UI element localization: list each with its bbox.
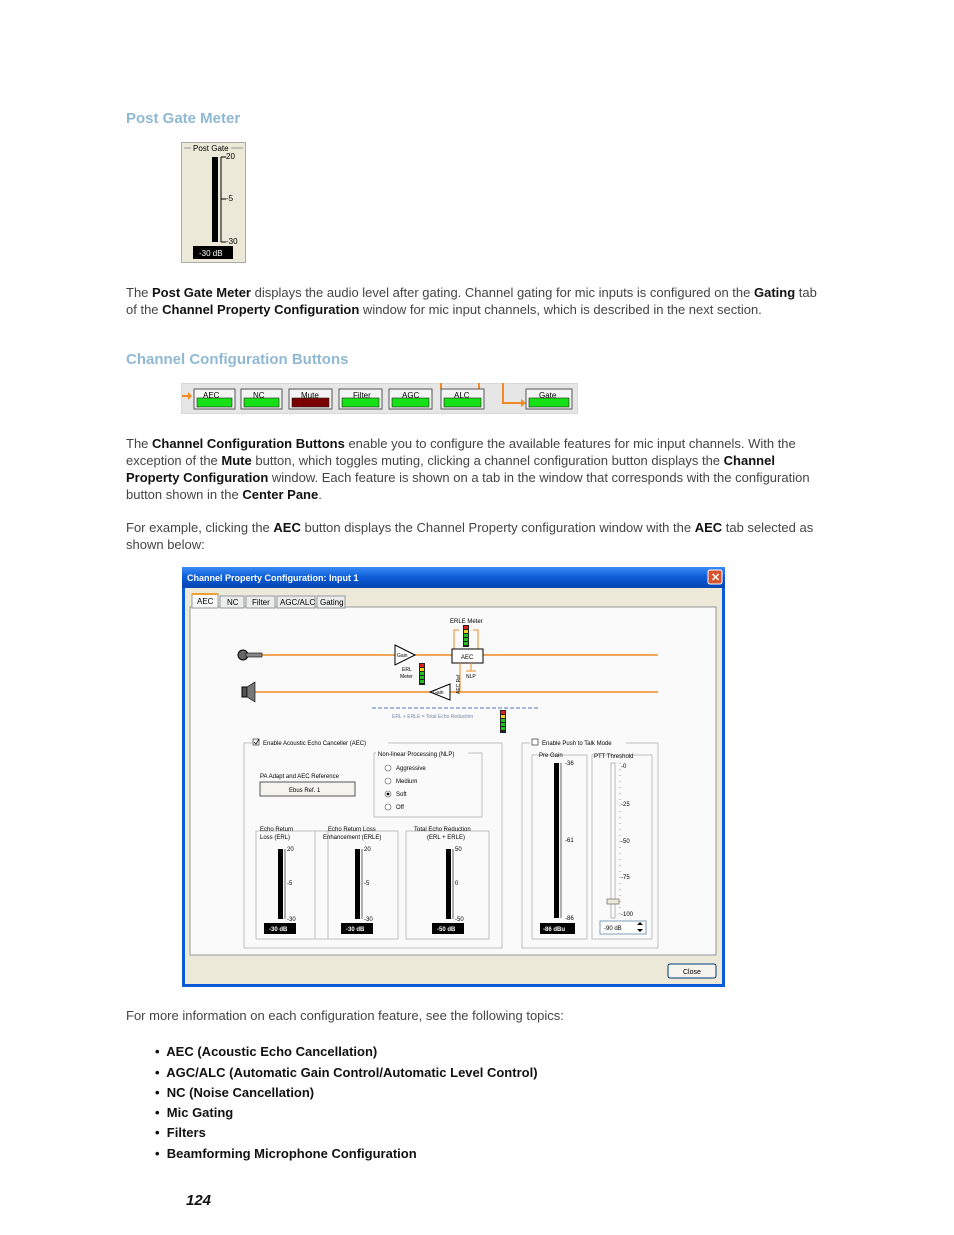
topic-link-agc-alc[interactable]: AGC/ALC (Automatic Gain Control/Automatic Level Control) — [166, 1065, 538, 1080]
meter-tick: -30 — [226, 237, 238, 246]
erle-meter-label: ERLE Meter — [450, 619, 483, 625]
svg-text:Echo Return Loss: Echo Return Loss — [328, 827, 376, 833]
nlp-radio-soft[interactable] — [385, 791, 407, 798]
svg-text:50: 50 — [455, 847, 462, 853]
topic-link-mic-gating[interactable]: Mic Gating — [166, 1105, 234, 1120]
svg-text:20: 20 — [364, 847, 371, 853]
agc-channel-button[interactable] — [389, 389, 432, 409]
meter-tick: -5 — [226, 194, 234, 203]
erle-meter-icon — [463, 625, 469, 647]
topic-bullet: • Beamforming Microphone Configuration — [155, 1146, 417, 1161]
post-gate-meter-heading: Post Gate Meter — [126, 110, 241, 127]
enable-aec-checkbox[interactable] — [253, 739, 259, 745]
post-gate-description: The Post Gate Meter displays the audio level after gating. Channel gating for mic inputs is configured on the Gating tab of the Channel Property Configuration window for mic input channels, which is described in the next section. — [126, 285, 817, 317]
aec-ref-label: AEC Ref — [456, 674, 462, 694]
post-gate-label: Post Gate — [193, 144, 229, 153]
svg-text:Soft: Soft — [396, 792, 407, 798]
channel-buttons-description: The Channel Configuration Buttons enable you to configure the available features for mic input channels. With the exception of the Mute button, which toggles muting, clicking a channel configuration button displays the Channel Property Configuration window. Each feature is shown on a tab in the window that corresponds with the configuration button shown in the Center Pane. — [126, 436, 810, 502]
svg-text:Ebus Ref. 1: Ebus Ref. 1 — [289, 788, 321, 794]
svg-text:Echo Return: Echo Return — [260, 827, 294, 833]
tab-gating[interactable] — [317, 596, 345, 608]
erl-formula-label: ERL + ERLE = Total Echo Reduction — [392, 714, 474, 720]
svg-text:-30 dB: -30 dB — [269, 927, 288, 933]
close-x-icon: ✕ — [711, 572, 721, 584]
window-close-button[interactable] — [708, 570, 722, 584]
svg-text:-75: -75 — [621, 875, 630, 881]
svg-text:ALC: ALC — [454, 391, 470, 400]
nlp-group-title: Non-linear Processing (NLP) — [378, 752, 455, 758]
mute-channel-button[interactable] — [289, 389, 332, 409]
channel-buttons-strip — [181, 383, 578, 414]
svg-text:-50 dB: -50 dB — [437, 927, 456, 933]
tab-agc-alc[interactable] — [277, 596, 315, 608]
svg-text:Close: Close — [683, 969, 701, 976]
meter-readout: -30 dB — [199, 249, 223, 258]
aec-reference-button[interactable] — [260, 782, 355, 796]
post-gate-meter — [181, 142, 247, 264]
svg-text:Gating: Gating — [320, 598, 344, 607]
nlp-label: NLP — [466, 674, 476, 680]
svg-text:20: 20 — [287, 847, 294, 853]
svg-text:Enhancement (ERLE): Enhancement (ERLE) — [323, 835, 382, 841]
ptt-threshold-spinbox[interactable] — [600, 921, 646, 934]
channel-buttons-heading: Channel Configuration Buttons — [126, 351, 349, 368]
topic-bullet: • NC (Noise Cancellation) — [155, 1085, 315, 1100]
topic-link-filters[interactable]: Filters — [166, 1125, 206, 1140]
svg-text:NC: NC — [253, 391, 265, 400]
svg-text:NC: NC — [227, 598, 239, 607]
tab-aec[interactable] — [192, 593, 218, 608]
window-title: Channel Property Configuration: Input 1 — [187, 573, 359, 583]
svg-text:Loss (ERL): Loss (ERL) — [260, 835, 291, 841]
svg-text:-5: -5 — [364, 881, 370, 887]
erl-meter-label: Meter — [400, 674, 413, 680]
svg-text:Total Echo Reduction: Total Echo Reduction — [414, 827, 471, 833]
svg-text:Filter: Filter — [353, 391, 371, 400]
svg-text:-61: -61 — [565, 838, 574, 844]
nc-channel-button[interactable] — [241, 389, 282, 409]
svg-text:Off: Off — [396, 805, 404, 811]
svg-text:-100: -100 — [621, 912, 634, 918]
filter-channel-button[interactable] — [339, 389, 382, 409]
svg-text:Aggressive: Aggressive — [396, 766, 426, 772]
enable-ptt-checkbox[interactable] — [532, 739, 538, 745]
svg-text:(ERL + ERLE): (ERL + ERLE) — [427, 835, 465, 841]
svg-text:-30: -30 — [287, 917, 296, 923]
channel-property-window — [182, 567, 725, 987]
svg-text:-0: -0 — [621, 764, 627, 770]
svg-text:Medium: Medium — [396, 779, 418, 785]
tab-filter[interactable] — [246, 596, 275, 608]
svg-text:AGC: AGC — [402, 391, 420, 400]
page-number: 124 — [186, 1192, 212, 1209]
svg-text:0: 0 — [455, 881, 459, 887]
svg-text:-86: -86 — [565, 916, 574, 922]
svg-text:-86 dBu: -86 dBu — [543, 927, 566, 933]
gain-label: Gain — [433, 690, 444, 696]
aec-channel-button[interactable] — [194, 389, 235, 409]
alc-channel-button[interactable] — [441, 389, 484, 409]
more-info-text: For more information on each configuration feature, see the following topics: — [126, 1008, 564, 1023]
svg-text:AEC: AEC — [197, 597, 214, 606]
svg-text:AEC: AEC — [203, 391, 220, 400]
total-reduction-meter-icon — [500, 710, 506, 733]
svg-text:Gate: Gate — [539, 391, 557, 400]
svg-text:Filter: Filter — [252, 598, 270, 607]
svg-text:Mute: Mute — [301, 391, 319, 400]
topic-link-aec[interactable]: AEC (Acoustic Echo Cancellation) — [166, 1044, 378, 1059]
svg-text:-90 dB: -90 dB — [604, 926, 622, 932]
svg-text:Pre Gain: Pre Gain — [539, 753, 563, 759]
svg-text:-50: -50 — [621, 839, 630, 845]
enable-aec-label: Enable Acoustic Echo Canceller (AEC) — [263, 741, 367, 747]
gain-label: Gain — [397, 653, 408, 659]
meter-tick: 20 — [226, 152, 235, 161]
svg-text:PTT Threshold: PTT Threshold — [594, 754, 634, 760]
svg-text:AGC/ALC: AGC/ALC — [280, 598, 316, 607]
topic-bullet: • AGC/ALC (Automatic Gain Control/Automatic Level Control) — [155, 1065, 538, 1080]
enable-ptt-label: Enable Push to Talk Mode — [542, 741, 612, 747]
svg-text:-5: -5 — [287, 881, 293, 887]
topic-bullet: • AEC (Acoustic Echo Cancellation) — [155, 1044, 378, 1059]
topic-link-nc[interactable]: NC (Noise Cancellation) — [166, 1085, 315, 1100]
svg-text:-36: -36 — [565, 761, 574, 767]
svg-text:-30: -30 — [364, 917, 373, 923]
topic-bullet: • Mic Gating — [155, 1105, 234, 1120]
topic-bullet: • Filters — [155, 1125, 206, 1140]
svg-text:-50: -50 — [455, 917, 464, 923]
example-description: For example, clicking the AEC button displays the Channel Property configuration window with the AEC tab selected as shown below: — [126, 520, 814, 552]
svg-text:-30 dB: -30 dB — [346, 927, 365, 933]
tab-nc[interactable] — [220, 596, 244, 608]
gate-channel-button[interactable] — [526, 389, 572, 409]
erl-meter-icon — [419, 663, 425, 685]
pa-adapt-label: PA Adapt and AEC Reference — [260, 774, 339, 780]
ptt-threshold-slider-thumb[interactable] — [607, 899, 619, 904]
topic-link-beamforming[interactable]: Beamforming Microphone Configuration — [166, 1146, 417, 1161]
svg-text:-25: -25 — [621, 802, 630, 808]
erl-meter-label: ERL — [402, 667, 412, 673]
aec-block-label: AEC — [461, 655, 474, 661]
close-button[interactable] — [668, 964, 716, 978]
